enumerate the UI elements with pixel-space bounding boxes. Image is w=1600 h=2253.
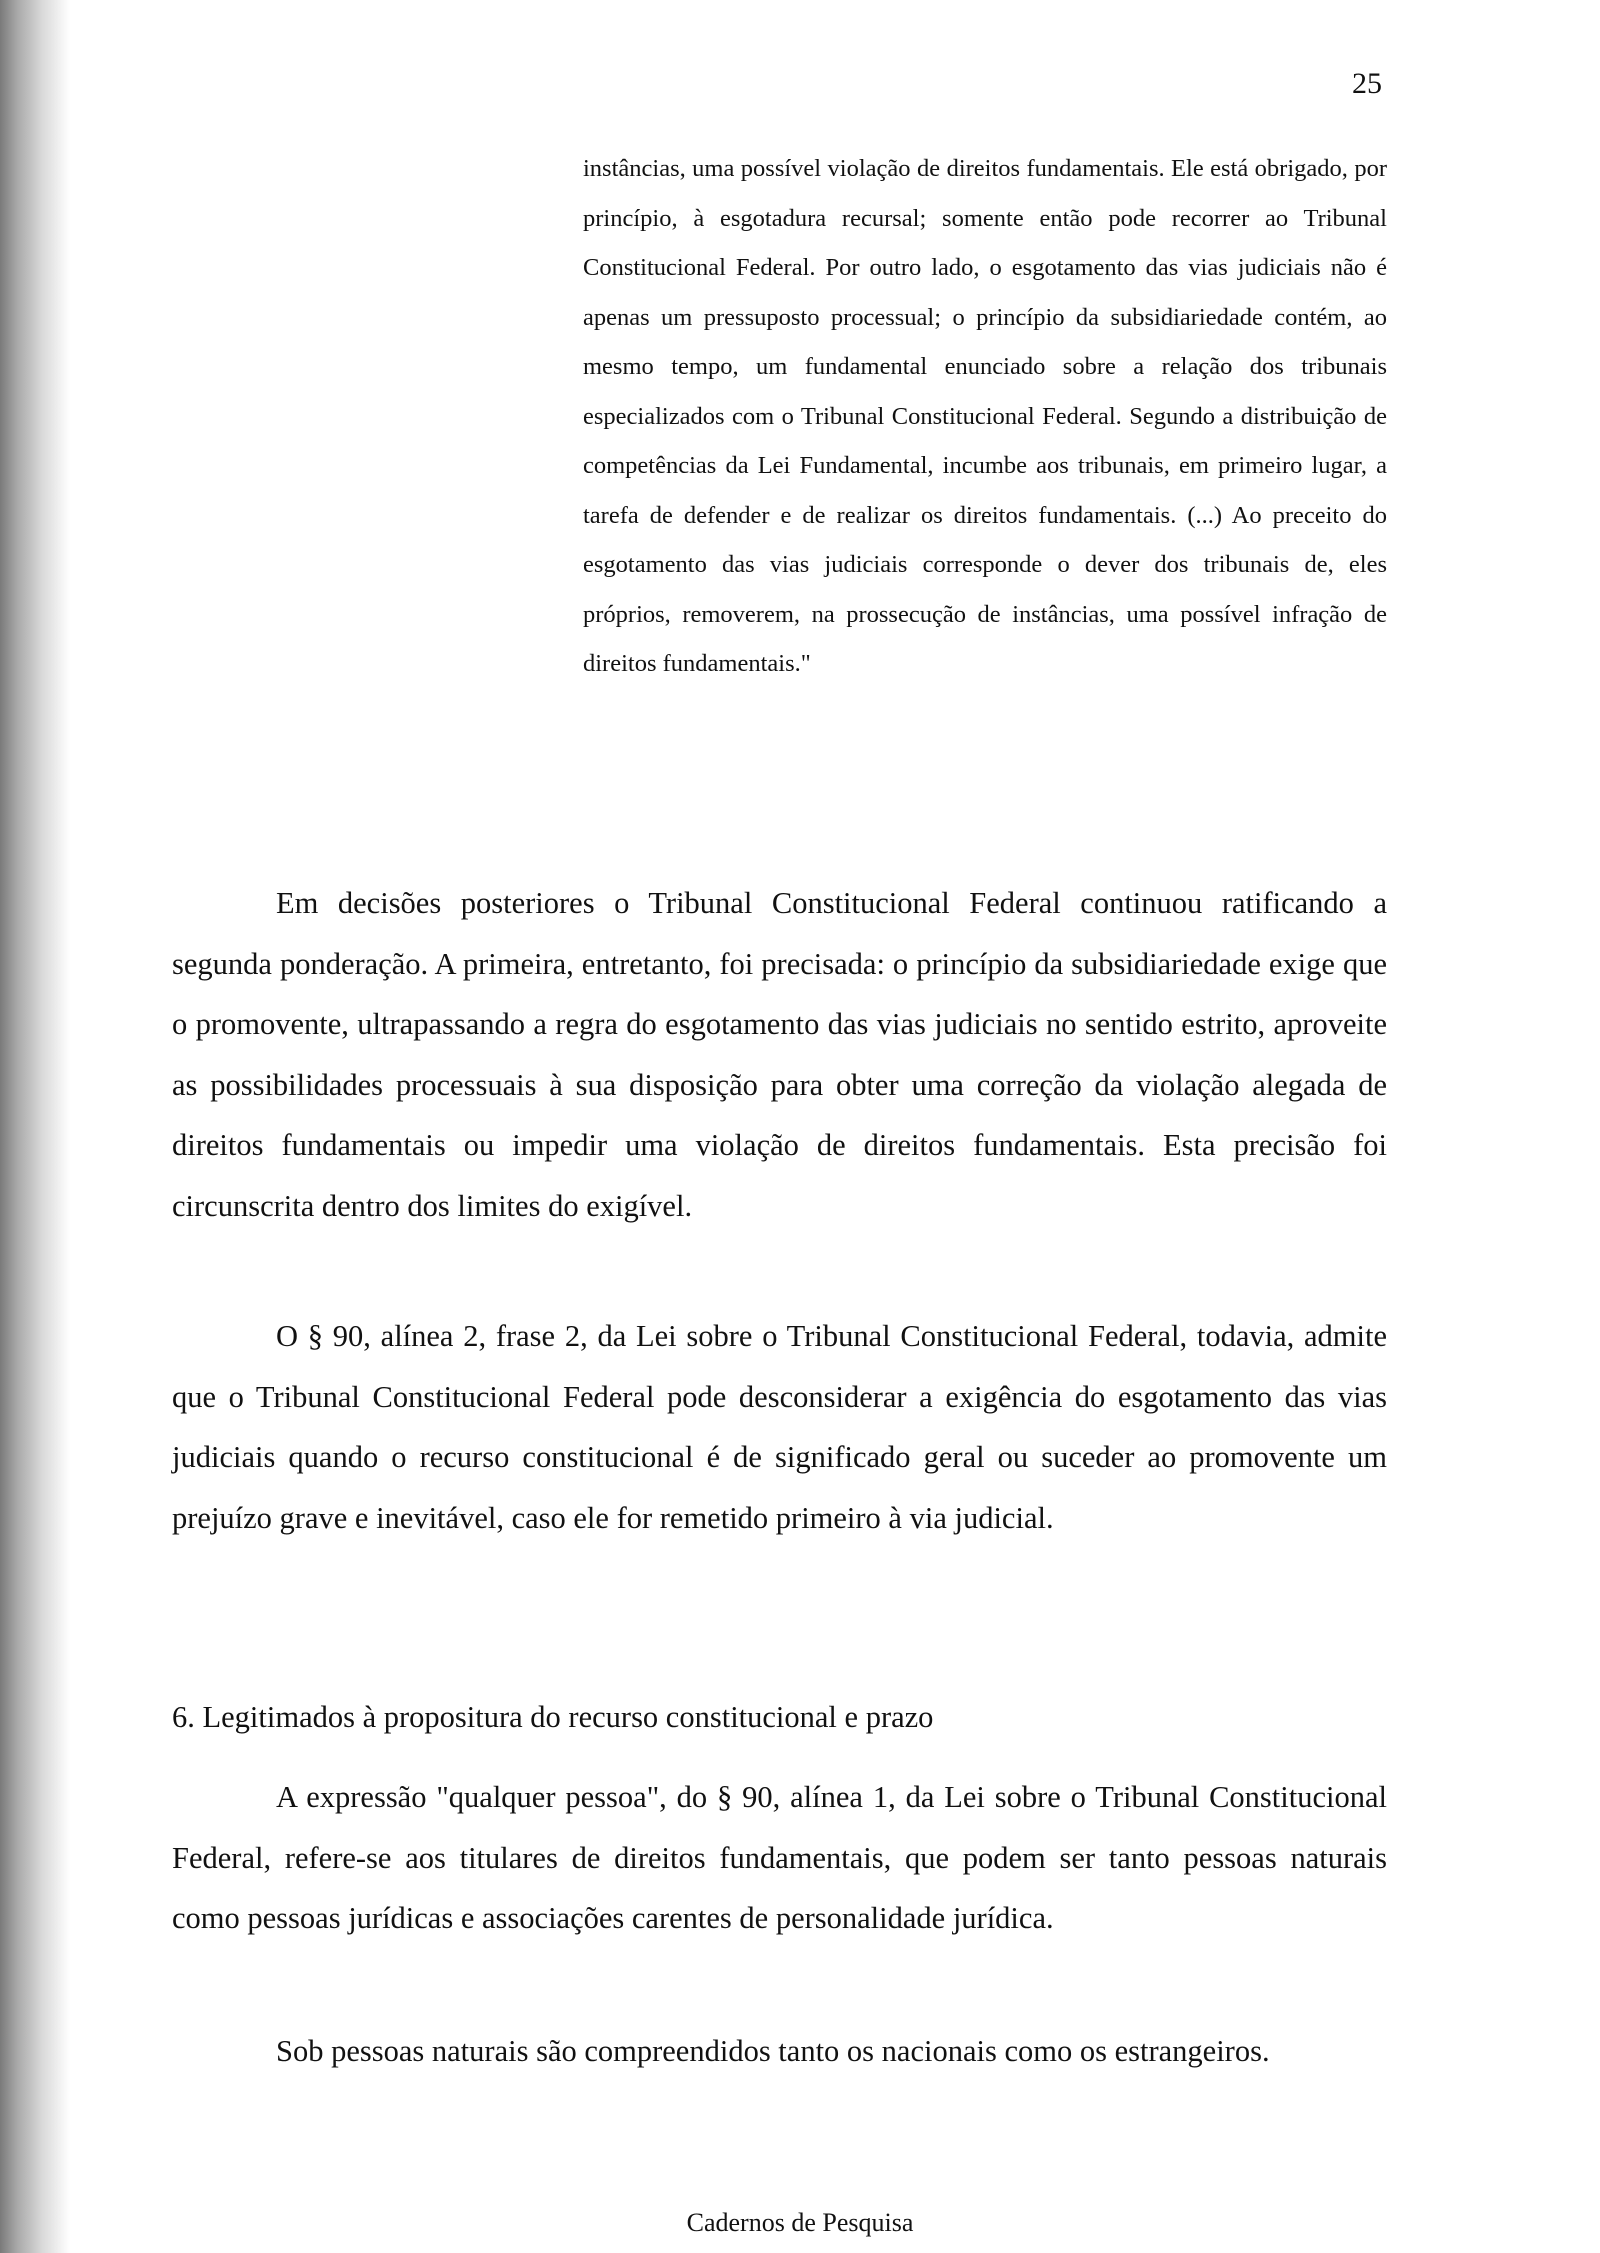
paragraph-qualquer-pessoa — [172, 1767, 1387, 1949]
paragraph-text: Em decisões posteriores o Tribunal Constitucional Federal continuou ratificando a segunda ponderação. A primeira, entretanto, foi precisada: o princípio da subsidiariedade exige que o promovente, ultrapassando a regra do esgotamento das vias judiciais no sentido estrito, aproveite as possibilidades processuais à sua disposição para obter uma correção da violação alegada de direitos fundamentais ou impedir uma violação de direitos fundamentais. Esta precisão foi circunscrita dentro dos limites do exigível. — [172, 886, 1387, 1223]
page-number: 25 — [1352, 67, 1382, 100]
paragraph-natural-persons — [172, 2021, 1387, 2082]
paragraph-subsidiarity-decisions — [172, 873, 1387, 1236]
page-footer: Cadernos de Pesquisa — [686, 2208, 914, 2237]
paragraph-section-90-exception — [172, 1306, 1387, 1548]
section-heading: 6. Legitimados à propositura do recurso constitucional e prazo — [172, 1700, 934, 1734]
paragraph-text: O § 90, alínea 2, frase 2, da Lei sobre o Tribunal Constitucional Federal, todavia, admite que o Tribunal Constitucional Federal pode desconsiderar a exigência do esgotamento das vias judiciais quando o recurso constitucional é de significado geral ou suceder ao promovente um prejuízo grave e inevitável, caso ele for remetido primeiro à via judicial. — [172, 1319, 1387, 1535]
block-quote-text: instâncias, uma possível violação de direitos fundamentais. Ele está obrigado, por princípio, à esgotadura recursal; somente então pode recorrer ao Tribunal Constitucional Federal. Por outro lado, o esgotamento das vias judiciais não é apenas um pressuposto processual; o princípio da subsidiariedade contém, ao mesmo tempo, um fundamental enunciado sobre a relação dos tribunais especializados com o Tribunal Constitucional Federal. Segundo a distribuição de competências da Lei Fundamental, incumbe aos tribunais, em primeiro lugar, a tarefa de defender e de realizar os direitos fundamentais. (...) Ao preceito do esgotamento das vias judiciais corresponde o dever dos tribunais de, eles próprios, removerem, na prossecução de instâncias, uma possível infração de direitos fundamentais." — [583, 155, 1387, 677]
paragraph-text: A expressão "qualquer pessoa", do § 90, alínea 1, da Lei sobre o Tribunal Constitucional Federal, refere-se aos titulares de direitos fundamentais, que podem ser tanto pessoas naturais como pessoas jurídicas e associações carentes de personalidade jurídica. — [172, 1780, 1387, 1935]
scan-page-edge-shadow — [0, 0, 70, 2253]
block-quote — [583, 144, 1387, 689]
paragraph-text: Sob pessoas naturais são compreendidos tanto os nacionais como os estrangeiros. — [276, 2034, 1270, 2068]
